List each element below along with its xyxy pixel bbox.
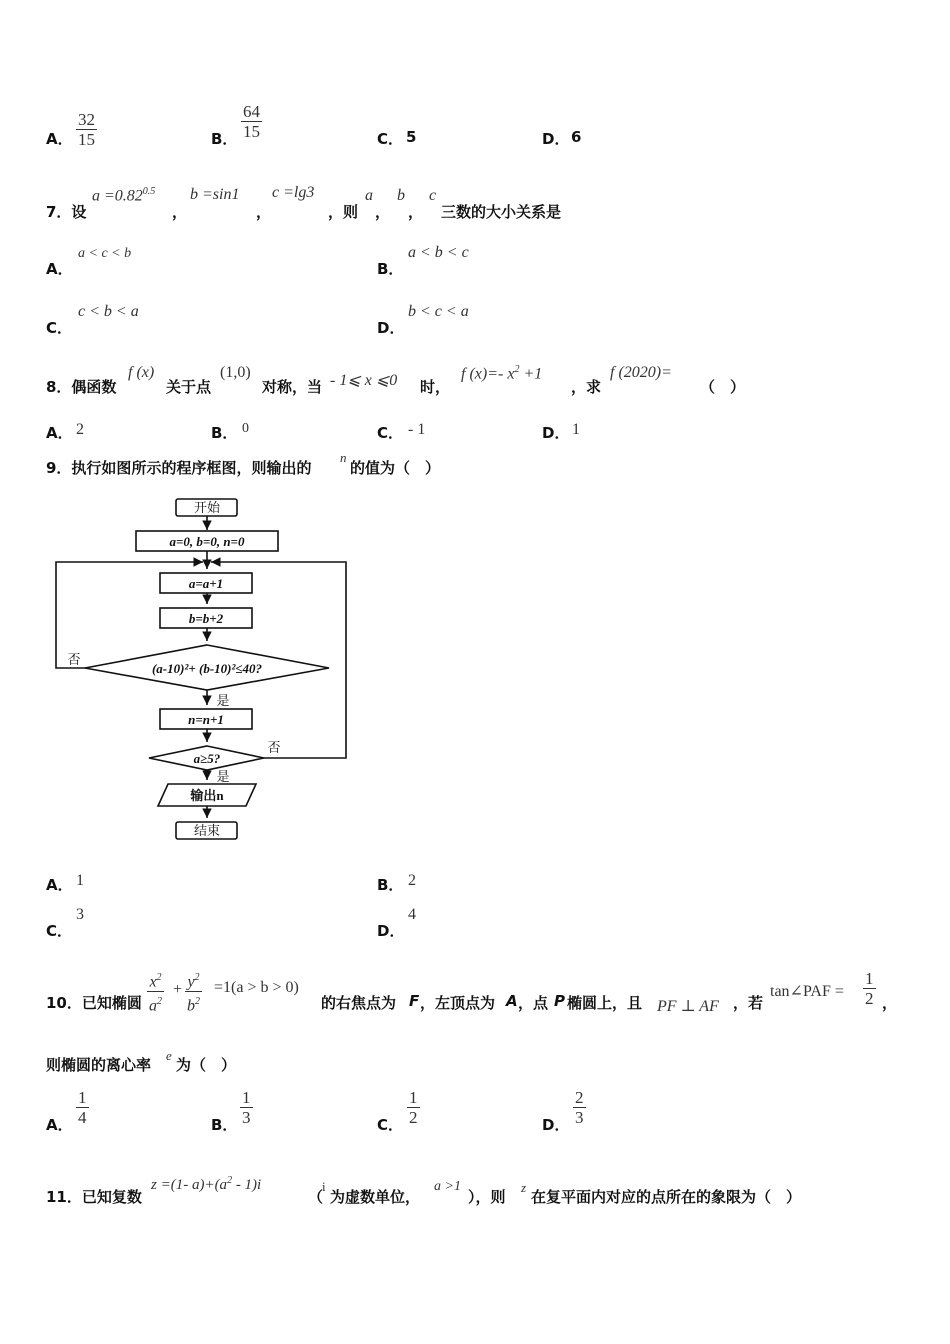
flow-yes-1-label: 是: [216, 693, 230, 708]
q8-number: 8．偶函数: [46, 378, 117, 396]
q10-comma: ，: [882, 994, 898, 1012]
q8-option-c-value: - 1: [408, 421, 426, 438]
q10-line2-a: 则椭圆的离心率: [46, 1056, 152, 1074]
flow-step-b-text: b=b+2: [188, 611, 224, 626]
q7-option-a-value: a < c < b: [78, 246, 132, 261]
q10-x-term: $\frac{x^2}{a^2}$: [147, 968, 164, 1016]
q9-stem-a: 9．执行如图所示的程序框图，则输出的: [46, 459, 312, 477]
q6-option-d-value: 6: [571, 128, 582, 146]
q10-A: A: [506, 992, 518, 1010]
q10-option-a-label: A．: [46, 1116, 73, 1134]
q7-var-c: c: [429, 187, 437, 204]
flow-output-text: 输出n: [190, 788, 224, 803]
flow-init-text: a=0, b=0, n=0: [169, 534, 245, 549]
q8-option-b-value: 0: [242, 421, 249, 436]
q6-option-c-label: C．: [377, 130, 404, 148]
q11-i: i: [322, 1179, 326, 1194]
q11-number: 11．已知复数: [46, 1188, 142, 1206]
q6-option-a-label: A．: [46, 130, 73, 148]
q7-option-b-label: B．: [377, 260, 404, 278]
q10-perp: PF ⊥ AF: [657, 998, 719, 1015]
q10-e: e: [166, 1048, 172, 1063]
q6-option-b-fraction: $\frac{64}{15}$: [243, 102, 260, 141]
q7-sep-2: ，: [256, 203, 272, 221]
q9-flowchart: [50, 494, 355, 844]
q6-option-d-label: D．: [542, 130, 570, 148]
q10-plus: +: [173, 981, 183, 998]
q11-text-1: （: [308, 1188, 324, 1206]
q10-text-1: 的右焦点为: [321, 994, 397, 1012]
flow-start-text: 开始: [193, 500, 221, 515]
q9-option-a-value: 1: [76, 872, 84, 889]
q7-option-b-value: a < b < c: [408, 244, 469, 261]
q7-option-a-label: A．: [46, 260, 73, 278]
q8-option-d-label: D．: [542, 424, 570, 442]
q8-text-2: 对称，当: [262, 378, 323, 396]
q7-b-expression: b =sin1: [190, 186, 240, 203]
flow-no-1-label: 否: [67, 652, 81, 667]
flow-condition-2-text: a≥5?: [193, 751, 221, 766]
flow-step-n-text: n=n+1: [188, 712, 224, 727]
q7-a-expression: $a =0.82^{0.5}$: [92, 186, 156, 205]
q11-z-expression: z =(1- $a)+(a^2 - 1)i$: [151, 1175, 262, 1193]
q9-var-n: n: [340, 450, 347, 465]
q8-text-3: 时，: [420, 378, 451, 396]
q10-option-d-fraction: $\frac{2}{3}$: [575, 1088, 584, 1127]
q8-point: (1,0): [220, 364, 251, 381]
q8-option-a-label: A．: [46, 424, 73, 442]
q10-text-5: ，若: [733, 994, 764, 1012]
q7-sep-4: ，: [408, 203, 424, 221]
q8-paren: （ ）: [700, 378, 746, 396]
q7-sep-3: ，: [375, 203, 391, 221]
q10-half: $\frac{1}{2}$: [865, 969, 874, 1008]
q8-option-b-label: B．: [211, 424, 238, 442]
q7-option-c-label: C．: [46, 319, 73, 337]
flow-end-text: 结束: [193, 823, 221, 838]
q10-option-b-label: B．: [211, 1116, 238, 1134]
q8-option-d-value: 1: [572, 421, 580, 438]
q9-option-d-label: D．: [377, 922, 405, 940]
q8-option-a-value: 2: [76, 421, 84, 438]
q10-line2-b: 为（ ）: [176, 1056, 237, 1074]
flow-no-2-label: 否: [267, 740, 281, 755]
q9-option-c-label: C．: [46, 922, 73, 940]
q8-option-c-label: C．: [377, 424, 404, 442]
q11-cond: a >1: [434, 1179, 461, 1194]
q7-then: ，则: [328, 203, 359, 221]
q8-ask: f (2020)=: [610, 364, 672, 381]
q7-option-c-value: c < b < a: [78, 303, 139, 320]
q11-text-3: ），则: [468, 1188, 506, 1206]
q10-y-term: $\frac{y^2}{b^2}$: [185, 968, 202, 1016]
q8-range: - 1⩽ x ⩽0: [330, 372, 398, 389]
q10-text-2: ，左顶点为: [420, 994, 496, 1012]
q10-option-c-fraction: $\frac{1}{2}$: [409, 1088, 418, 1127]
q9-option-b-label: B．: [377, 876, 404, 894]
flow-condition-1-text: (a-10)²+ (b-10)²≤40?: [151, 661, 263, 676]
q7-option-d-value: b < c < a: [408, 303, 469, 320]
flow-yes-2-label: 是: [216, 769, 230, 784]
q7-number: 7．设: [46, 203, 87, 221]
q10-text-3: ，点: [518, 994, 549, 1012]
q7-sep-1: ，: [172, 203, 188, 221]
q10-text-4: 椭圆上，且: [567, 994, 643, 1012]
q10-tan: tan∠PAF =: [770, 983, 844, 1000]
q6-option-a-fraction: $\frac{32}{15}$: [78, 110, 95, 149]
flow-step-a-text: a=a+1: [188, 576, 224, 591]
q10-option-a-fraction: $\frac{1}{4}$: [78, 1088, 87, 1127]
q10-option-b-fraction: $\frac{1}{3}$: [242, 1088, 251, 1127]
q8-fx: f (x): [128, 364, 155, 381]
q11-z: z: [521, 1180, 527, 1195]
q9-option-b-value: 2: [408, 872, 416, 889]
q8-fdef: f (x)=- $x^2 +1$: [461, 364, 543, 383]
q11-text-4: 在复平面内对应的点所在的象限为（ ）: [531, 1188, 802, 1206]
q7-var-a: a: [365, 187, 373, 204]
q11-text-2: 为虚数单位，: [330, 1188, 421, 1206]
q10-P: P: [554, 992, 565, 1010]
q7-var-b: b: [397, 187, 405, 204]
q10-number: 10．已知椭圆: [46, 994, 142, 1012]
q6-option-c-value: 5: [406, 128, 417, 146]
q6-option-b-label: B．: [211, 130, 238, 148]
q9-option-c-value: 3: [76, 906, 84, 923]
q7-c-expression: c =lg3: [272, 184, 315, 201]
q9-option-d-value: 4: [408, 906, 416, 923]
q7-option-d-label: D．: [377, 319, 405, 337]
q10-eq-tail: =1(a > b > 0): [214, 979, 299, 996]
q9-stem-b: 的值为（ ）: [350, 459, 441, 477]
q10-option-d-label: D．: [542, 1116, 570, 1134]
q8-text-4: ，求: [571, 378, 602, 396]
q9-option-a-label: A．: [46, 876, 73, 894]
q7-stem-tail: 三数的大小关系是: [441, 203, 562, 221]
q8-text-1: 关于点: [166, 378, 212, 396]
q10-F: F: [409, 992, 420, 1010]
q10-option-c-label: C．: [377, 1116, 404, 1134]
